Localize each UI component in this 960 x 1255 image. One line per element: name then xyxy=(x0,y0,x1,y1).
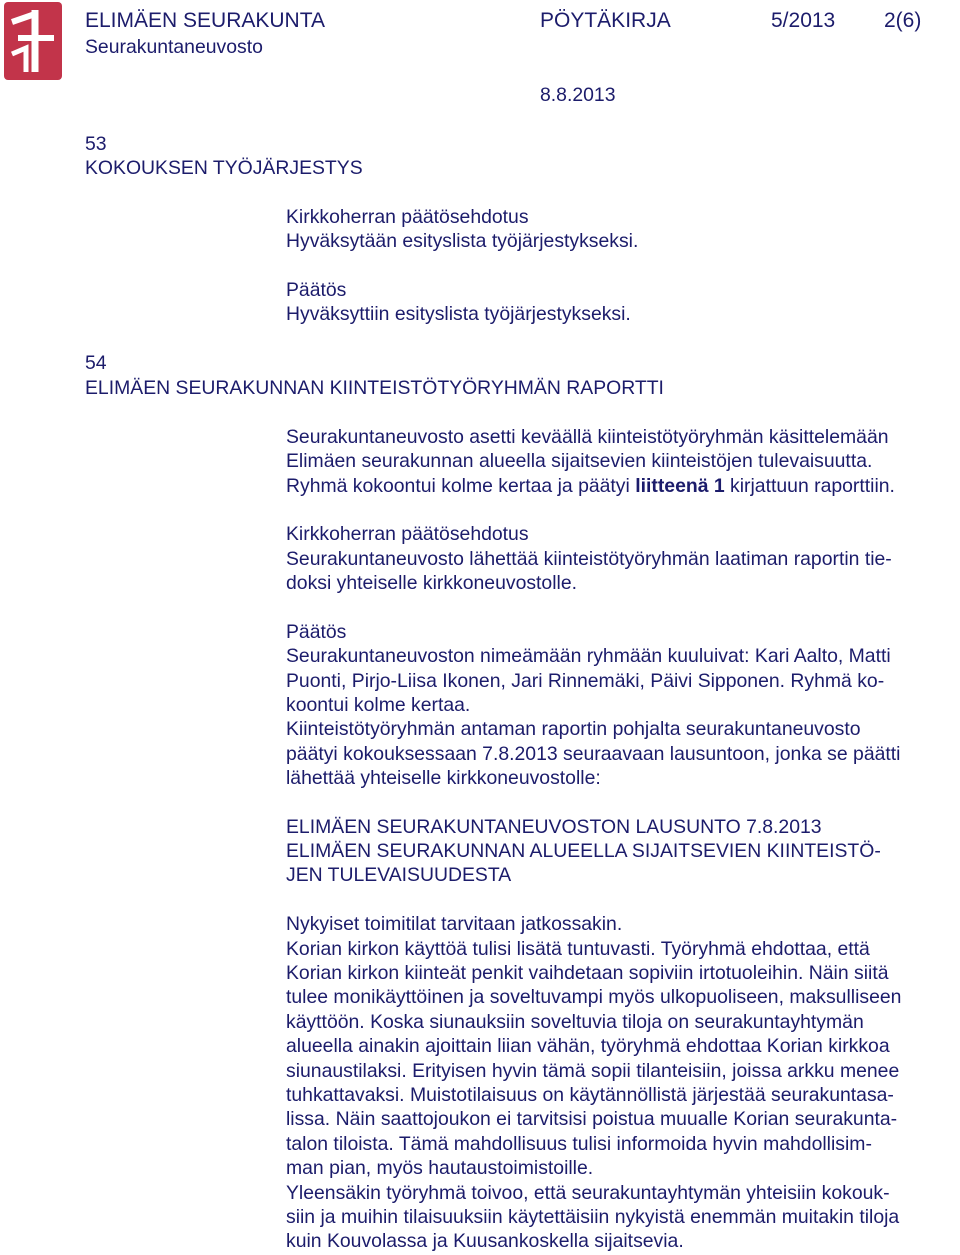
statement-body-line: alueella ainakin ajoittain liian vähän, työryhmä ehdottaa Korian kirkkoa xyxy=(286,1035,890,1057)
section-54-decision-line: lähettää yhteiselle kirkkoneuvostolle: xyxy=(286,767,601,789)
section-54-title: ELIMÄEN SEURAKUNNAN KIINTEISTÖTYÖRYHMÄN RAPORTTI xyxy=(85,377,664,399)
section-54-number: 54 xyxy=(85,352,107,374)
statement-body-line: siunaustilaksi. Erityisen hyvin tämä sopii tilanteisiin, joissa arkku menee xyxy=(286,1060,900,1082)
section-54-decision-line: Puonti, Pirjo-Liisa Ikonen, Jari Rinnemäki, Päivi Sipponen. Ryhmä ko- xyxy=(286,670,885,692)
statement-title-line: JEN TULEVAISUUDESTA xyxy=(286,864,512,886)
section-53-decision-text: Hyväksyttiin esityslista työjärjestykseksi. xyxy=(286,303,631,325)
section-54-decision-line: Seurakuntaneuvoston nimeämään ryhmään kuuluivat: Kari Aalto, Matti xyxy=(286,645,891,667)
section-53-title: KOKOUKSEN TYÖJÄRJESTYS xyxy=(85,157,363,179)
statement-body-line: Korian kirkon käyttöä tulisi lisätä tuntuvasti. Työryhmä ehdottaa, että xyxy=(286,938,870,960)
statement-body-line: Nykyiset toimitilat tarvitaan jatkossakin. xyxy=(286,913,623,935)
header-page: 2(6) xyxy=(884,9,922,32)
statement-title-line: ELIMÄEN SEURAKUNNAN ALUEELLA SIJAITSEVIEN KIINTEISTÖ- xyxy=(286,840,881,862)
section-53-proposal-text: Hyväksytään esityslista työjärjestykseksi. xyxy=(286,230,639,252)
statement-title-line: ELIMÄEN SEURAKUNTANEUVOSTON LAUSUNTO 7.8.2013 xyxy=(286,816,822,838)
statement-body-line: siin ja muihin tilaisuuksiin käytettäisiin nykyistä enemmän muitakin tiloja xyxy=(286,1206,900,1228)
section-54-proposal-line: Seurakuntaneuvosto lähettää kiinteistötyöryhmän laatiman raportin tie- xyxy=(286,548,892,570)
parish-logo xyxy=(4,2,62,80)
section-54-decision-heading: Päätös xyxy=(286,621,347,643)
intro-text: kirjattuun raporttiin. xyxy=(724,475,895,497)
section-54-decision-line: Kiinteistötyöryhmän antaman raportin pohjalta seurakuntaneuvosto xyxy=(286,718,861,740)
statement-body-line: käyttöön. Koska siunauksiin soveltuvia tiloja on seurakuntayhtymän xyxy=(286,1011,864,1033)
statement-body-line: Yleensäkin työryhmä toivoo, että seurakuntayhtymän yhteisiin kokouk- xyxy=(286,1182,890,1204)
header-doc-number: 5/2013 xyxy=(771,9,836,32)
section-54-intro-line: Seurakuntaneuvosto asetti keväällä kiinteistötyöryhmän käsittelemään xyxy=(286,426,889,448)
statement-body-line: kuin Kouvolassa ja Kuusankoskella sijaitsevia. xyxy=(286,1230,684,1252)
section-54-decision-line: päätyi kokouksessaan 7.8.2013 seuraavaan lausuntoon, jonka se päätti xyxy=(286,743,901,765)
statement-body-line: talon tiloista. Tämä mahdollisuus tulisi informoida hyvin mahdollisim- xyxy=(286,1133,872,1155)
header-body-name: Seurakuntaneuvosto xyxy=(85,36,263,58)
statement-body-line: man pian, myös hautaustoimistoille. xyxy=(286,1157,594,1179)
header-org: ELIMÄEN SEURAKUNTA xyxy=(85,9,325,32)
statement-body-line: Korian kirkon kiinteät penkit vaihdetaan sopiviin irtotuoleihin. Näin siitä xyxy=(286,962,889,984)
section-53-proposal-heading: Kirkkoherran päätösehdotus xyxy=(286,206,529,228)
statement-body-line: lissa. Näin saattojoukon ei tarvitsisi poistua muualle Korian seurakunta- xyxy=(286,1108,898,1130)
section-54-proposal-line: doksi yhteiselle kirkkoneuvostolle. xyxy=(286,572,578,594)
section-53-decision-heading: Päätös xyxy=(286,279,347,301)
intro-text: Ryhmä kokoontui kolme kertaa ja päätyi xyxy=(286,475,636,497)
section-54-decision-line: koontui kolme kertaa. xyxy=(286,694,471,716)
attachment-reference: liitteenä 1 xyxy=(635,475,725,497)
header-date: 8.8.2013 xyxy=(540,84,616,106)
section-53-number: 53 xyxy=(85,133,107,155)
section-54-intro-line xyxy=(286,474,895,498)
section-54-intro-line: Elimäen seurakunnan alueella sijaitsevien kiinteistöjen tulevaisuutta. xyxy=(286,450,873,472)
section-54-proposal-heading: Kirkkoherran päätösehdotus xyxy=(286,523,529,545)
statement-body-line: tulee monikäyttöinen ja soveltuvampi myös ulkopuoliseen, maksulliseen xyxy=(286,986,902,1008)
statement-body-line: tuhkattavaksi. Muistotilaisuus on käytännöllistä järjestää seurakuntasa- xyxy=(286,1084,894,1106)
header-doc-type: PÖYTÄKIRJA xyxy=(540,9,671,32)
